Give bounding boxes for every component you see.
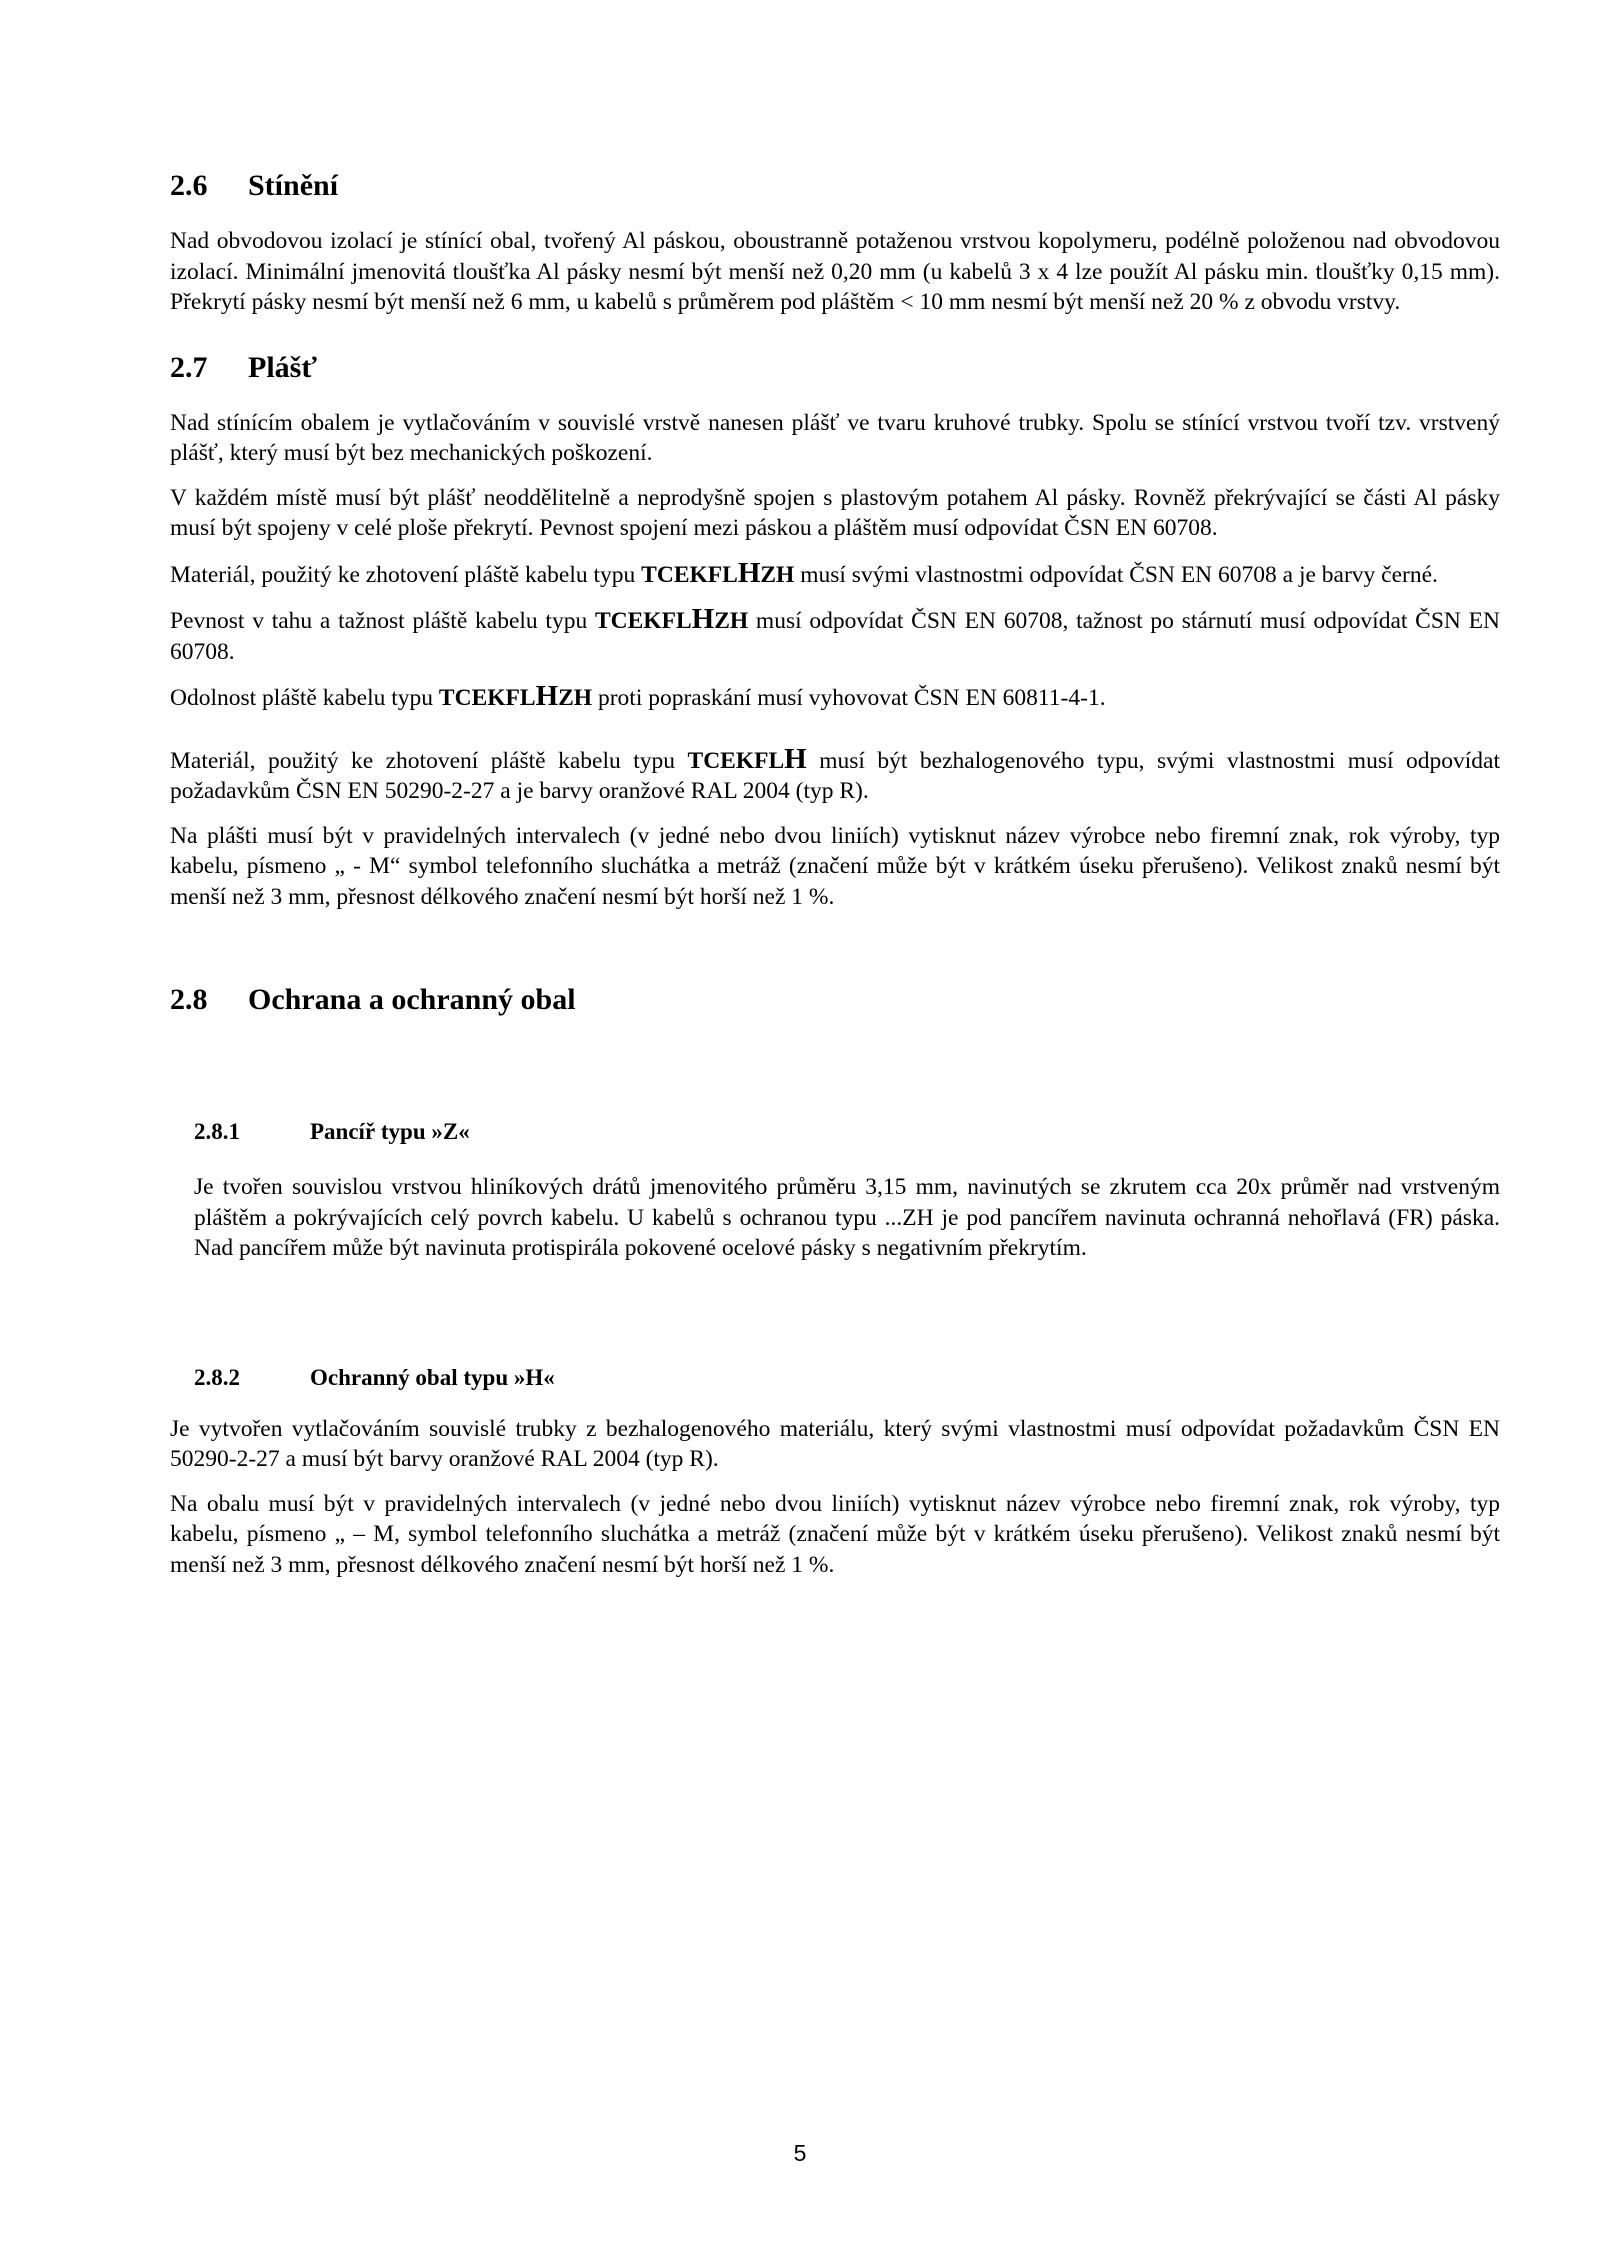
paragraph-text: musí odpovídat ČSN EN 60708, tažnost po stárnutí musí odpovídat ČSN EN 60708. <box>170 608 1500 665</box>
paragraph: Na plášti musí být v pravidelných intervalech (v jedné nebo dvou liniích) vytisknut název výrobce nebo firemní znak, rok výroby, typ kabelu, písmeno „ - M“ symbol telefonního sluchátka a metráž (značení může být v krátkém úseku přerušeno). Velikost znaků nesmí být menší než 3 mm, přesnost délkového značení nesmí být horší než 1 %. <box>170 822 1500 910</box>
paragraph-text: Materiál, použitý ke zhotovení pláště kabelu typu <box>170 561 642 588</box>
subsection-title: Pancíř typu »Z« <box>310 1119 470 1144</box>
cable-type-code-part: H <box>784 742 807 775</box>
cable-type-code-part: ZH <box>760 561 795 588</box>
paragraph-text: Pevnost v tahu a tažnost pláště kabelu typu <box>170 608 595 634</box>
paragraph: Nad stínícím obalem je vytlačováním v souvislé vrstvě nanesen plášť ve tvaru kruhové trubky. Spolu se stínící vrstvou tvoří tzv. vrstvený plášť, který musí být bez mechanických poškození. <box>170 409 1500 466</box>
cable-type-code-part: TCEKFL <box>641 561 738 588</box>
section-number: 2.7 <box>170 350 208 384</box>
subsection-heading-2-8-1 <box>170 1118 1500 1146</box>
section-number: 2.8 <box>170 983 208 1016</box>
paragraph: Na obalu musí být v pravidelných intervalech (v jedné nebo dvou liniích) vytisknut název výrobce nebo firemní znak, rok výroby, typ kabelu, písmeno „ – M, symbol telefonního sluchátka a metráž (značení může být v krátkém úseku přerušeno). Velikost znaků nesmí být menší než 3 mm, přesnost délkového značení nesmí být horší než 1 %. <box>170 1490 1500 1578</box>
paragraph <box>170 681 1500 714</box>
cable-type-code-part: H <box>737 556 761 589</box>
section-title: Stínění <box>248 169 339 202</box>
paragraph: Je tvořen souvislou vrstvou hliníkových drátů jmenovitého průměru 3,15 mm, navinutých se zkrutem cca 20x průměr nad vrstveným pláštěm a pokrývajících celý povrch kabelu. U kabelů s ochranou typu ...ZH je pod pancířem navinuta ochranná nehořlavá (FR) páska. Nad pancířem může být navinuta protispirála pokovené ocelové pásky s negativním překrytím. <box>194 1174 1500 1261</box>
paragraph <box>170 558 1500 591</box>
cable-type-code-part: H <box>691 603 715 635</box>
paragraph-text: musí svými vlastnostmi odpovídat ČSN EN 60708 a je barvy černé. <box>794 561 1438 588</box>
subsection-number: 2.8.1 <box>194 1119 240 1144</box>
cable-type-code <box>438 680 593 712</box>
subsection-heading-2-8-2 <box>170 1364 1500 1392</box>
cable-type-code-part: TCEKFL <box>594 608 692 634</box>
paragraph <box>170 604 1500 667</box>
cable-type-code-part: TCEKFL <box>687 747 785 774</box>
page-content <box>170 168 1500 1580</box>
cable-type-code <box>687 742 807 775</box>
paragraph: Nad obvodovou izolací je stínící obal, tvořený Al páskou, oboustranně potaženou vrstvou kopolymeru, podélně položenou nad obvodovou izolací. Minimální jmenovitá tloušťka Al pásky nesmí být menší než 0,20 mm (u kabelů 3 x 4 lze použít Al pásku min. tloušťky 0,15 mm). Překrytí pásky nesmí být menší než 6 mm, u kabelů s průměrem pod pláštěm < 10 mm nesmí být menší než 20 % z obvodu vrstvy. <box>170 228 1500 315</box>
subsection-number: 2.8.2 <box>194 1364 240 1390</box>
subsection-title: Ochranný obal typu »H« <box>310 1364 555 1390</box>
paragraph <box>170 744 1500 807</box>
section-heading-2-6 <box>170 168 1500 204</box>
paragraph-text: proti popraskání musí vyhovovat ČSN EN 60811-4-1. <box>592 685 1106 711</box>
paragraph-text: musí být bezhalogenového typu, svými vlastnostmi musí odpovídat požadavkům ČSN EN 50290-2-27 a je barvy oranžové RAL 2004 (typ R). <box>170 747 1500 804</box>
paragraph: Je vytvořen vytlačováním souvislé trubky z bezhalogenového materiálu, který svými vlastnostmi musí odpovídat požadavkům ČSN EN 50290-2-27 a musí být barvy oranžové RAL 2004 (typ R). <box>170 1415 1500 1472</box>
cable-type-code-part: ZH <box>714 608 749 634</box>
section-title: Ochrana a ochranný obal <box>248 983 576 1016</box>
section-number: 2.6 <box>170 169 208 202</box>
cable-type-code-part: TCEKFL <box>438 685 536 711</box>
page-number: 5 <box>793 2140 807 2166</box>
cable-type-code <box>641 556 795 589</box>
section-title: Plášť <box>248 350 317 384</box>
paragraph-text: Odolnost pláště kabelu typu <box>170 685 439 711</box>
section-heading-2-7 <box>170 350 1500 386</box>
cable-type-code <box>594 603 749 635</box>
cable-type-code-part: H <box>535 680 559 712</box>
paragraph: V každém místě musí být plášť neoddělitelně a neprodyšně spojen s plastovým potahem Al pásky. Rovněž překrývající se části Al pásky musí být spojeny v celé ploše překrytí. Pevnost spojení mezi páskou a pláštěm musí odpovídat ČSN EN 60708. <box>170 484 1500 541</box>
cable-type-code-part: ZH <box>558 685 593 711</box>
section-heading-2-8 <box>170 982 1500 1018</box>
paragraph-text: Materiál, použitý ke zhotovení pláště kabelu typu <box>170 747 688 774</box>
